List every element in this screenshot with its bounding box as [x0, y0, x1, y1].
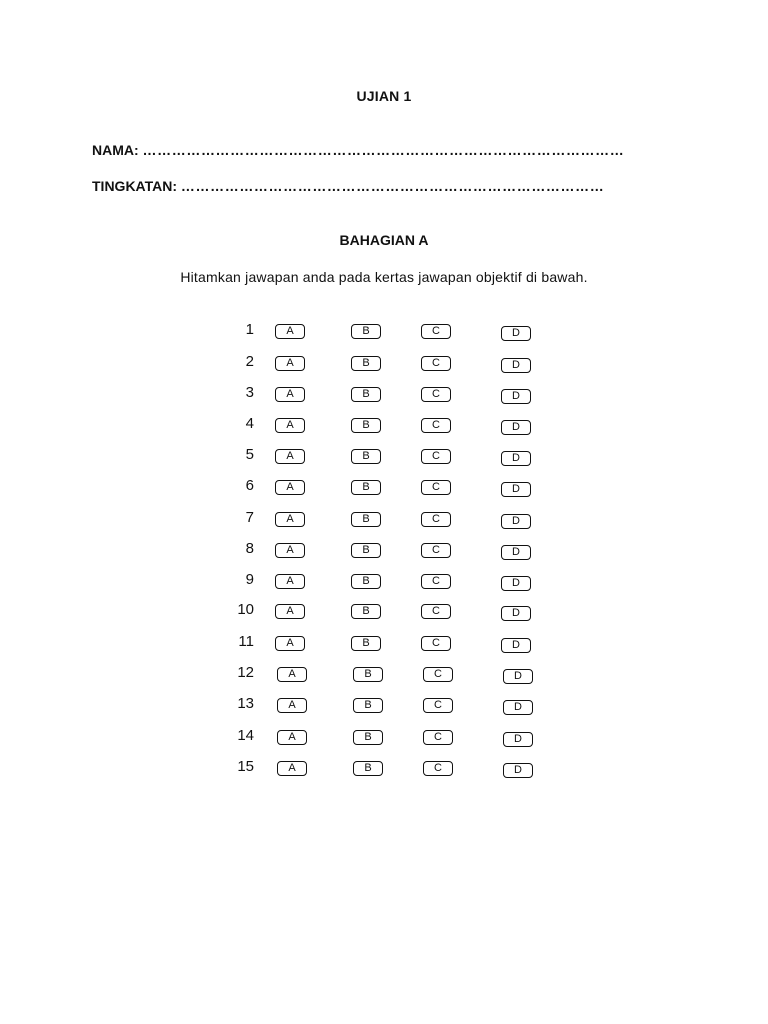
- answer-bubble-d[interactable]: D: [501, 420, 531, 435]
- answer-bubble-d[interactable]: D: [501, 358, 531, 373]
- answer-bubble-a[interactable]: A: [275, 543, 305, 558]
- answer-bubble-b[interactable]: B: [351, 387, 381, 402]
- answer-bubble-d[interactable]: D: [501, 451, 531, 466]
- question-number: 12: [237, 664, 254, 681]
- answer-bubble-a[interactable]: A: [277, 698, 307, 713]
- question-number: 3: [245, 384, 254, 401]
- answer-bubble-b[interactable]: B: [351, 636, 381, 651]
- answer-bubble-a[interactable]: A: [277, 730, 307, 745]
- answer-bubble-d[interactable]: D: [501, 482, 531, 497]
- name-blank-line[interactable]: ………………………………………………………………………………………: [142, 142, 625, 158]
- answer-bubble-c[interactable]: C: [421, 543, 451, 558]
- answer-bubble-c[interactable]: C: [421, 636, 451, 651]
- question-number: 13: [237, 695, 254, 712]
- question-number: 8: [245, 540, 254, 557]
- answer-bubble-d[interactable]: D: [501, 326, 531, 341]
- answer-bubble-a[interactable]: A: [275, 604, 305, 619]
- question-number: 5: [245, 446, 254, 463]
- answer-bubble-a[interactable]: A: [275, 418, 305, 433]
- answer-bubble-b[interactable]: B: [353, 667, 383, 682]
- answer-bubble-a[interactable]: A: [275, 387, 305, 402]
- question-number: 2: [245, 353, 254, 370]
- answer-bubble-c[interactable]: C: [421, 574, 451, 589]
- question-number: 4: [245, 415, 254, 432]
- answer-bubble-b[interactable]: B: [351, 543, 381, 558]
- answer-bubble-d[interactable]: D: [503, 669, 533, 684]
- answer-bubble-d[interactable]: D: [501, 389, 531, 404]
- answer-bubble-d[interactable]: D: [501, 606, 531, 621]
- question-number: 9: [245, 571, 254, 588]
- answer-bubble-c[interactable]: C: [421, 387, 451, 402]
- answer-bubble-b[interactable]: B: [351, 604, 381, 619]
- answer-bubble-b[interactable]: B: [351, 356, 381, 371]
- answer-bubble-a[interactable]: A: [277, 667, 307, 682]
- answer-bubble-b[interactable]: B: [351, 449, 381, 464]
- question-number: 1: [245, 321, 254, 338]
- answer-bubble-c[interactable]: C: [423, 698, 453, 713]
- answer-bubble-d[interactable]: D: [501, 545, 531, 560]
- answer-bubble-a[interactable]: A: [275, 512, 305, 527]
- answer-bubble-c[interactable]: C: [423, 761, 453, 776]
- answer-bubble-d[interactable]: D: [501, 514, 531, 529]
- answer-bubble-a[interactable]: A: [275, 324, 305, 339]
- name-label: NAMA:: [92, 142, 139, 158]
- answer-bubble-b[interactable]: B: [351, 512, 381, 527]
- answer-bubble-d[interactable]: D: [501, 638, 531, 653]
- answer-bubble-b[interactable]: B: [353, 698, 383, 713]
- answer-bubble-c[interactable]: C: [421, 449, 451, 464]
- instruction-text: Hitamkan jawapan anda pada kertas jawapan objektif di bawah.: [180, 269, 588, 285]
- question-number: 7: [245, 509, 254, 526]
- answer-bubble-b[interactable]: B: [351, 480, 381, 495]
- answer-bubble-d[interactable]: D: [503, 700, 533, 715]
- question-number: 11: [238, 633, 254, 650]
- answer-bubble-b[interactable]: B: [351, 418, 381, 433]
- answer-bubble-c[interactable]: C: [421, 356, 451, 371]
- answer-bubble-c[interactable]: C: [421, 604, 451, 619]
- question-number: 14: [237, 727, 254, 744]
- answer-bubble-b[interactable]: B: [351, 574, 381, 589]
- answer-bubble-a[interactable]: A: [275, 574, 305, 589]
- answer-bubble-a[interactable]: A: [277, 761, 307, 776]
- answer-bubble-b[interactable]: B: [351, 324, 381, 339]
- answer-bubble-a[interactable]: A: [275, 636, 305, 651]
- answer-bubble-b[interactable]: B: [353, 761, 383, 776]
- answer-bubble-c[interactable]: C: [421, 512, 451, 527]
- answer-bubble-b[interactable]: B: [353, 730, 383, 745]
- form-level-blank-line[interactable]: ……………………………………………………………………………: [180, 178, 605, 194]
- answer-bubble-c[interactable]: C: [421, 418, 451, 433]
- answer-bubble-c[interactable]: C: [421, 480, 451, 495]
- section-title: BAHAGIAN A: [339, 232, 429, 248]
- answer-bubble-d[interactable]: D: [501, 576, 531, 591]
- answer-bubble-a[interactable]: A: [275, 356, 305, 371]
- form-level-label: TINGKATAN:: [92, 178, 178, 194]
- question-number: 15: [237, 758, 254, 775]
- answer-bubble-c[interactable]: C: [423, 667, 453, 682]
- exam-title: UJIAN 1: [356, 88, 412, 104]
- answer-bubble-a[interactable]: A: [275, 480, 305, 495]
- answer-bubble-d[interactable]: D: [503, 763, 533, 778]
- answer-bubble-c[interactable]: C: [421, 324, 451, 339]
- question-number: 10: [237, 601, 254, 618]
- question-number: 6: [245, 477, 254, 494]
- answer-bubble-c[interactable]: C: [423, 730, 453, 745]
- answer-bubble-a[interactable]: A: [275, 449, 305, 464]
- answer-bubble-d[interactable]: D: [503, 732, 533, 747]
